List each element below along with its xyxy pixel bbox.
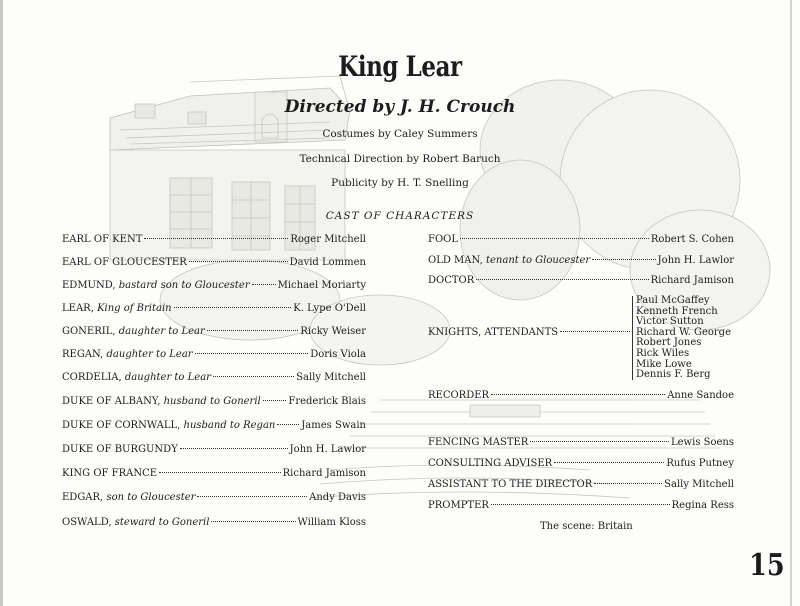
- role-name: FENCING MASTER: [428, 437, 529, 448]
- leader-dots: [277, 424, 299, 425]
- cast-row: [62, 517, 366, 531]
- publicity-credit: Publicity by H. T. Snelling: [331, 177, 469, 189]
- role-name: [62, 517, 209, 528]
- role-name: [428, 255, 590, 266]
- actor-name: K. Lype O'Dell: [293, 303, 366, 314]
- actor-name: John H. Lawlor: [289, 444, 366, 455]
- director-credit: Directed by J. H. Crouch: [284, 97, 516, 117]
- role-name: PROMPTER: [428, 500, 489, 511]
- cast-row: [62, 492, 366, 506]
- actor-name: Sally Mitchell: [664, 479, 734, 490]
- cast-row: [62, 444, 366, 458]
- actor-name: Victor Sutton: [636, 316, 704, 328]
- technical-credit: Technical Direction by Robert Baruch: [299, 153, 501, 165]
- cast-row: [62, 468, 366, 482]
- cast-row: [62, 349, 366, 363]
- cast-row: [428, 255, 734, 269]
- leader-dots: [554, 462, 664, 463]
- actor-name: William Kloss: [297, 517, 366, 528]
- actor-name: Frederick Blais: [288, 396, 366, 407]
- leader-dots: [207, 330, 299, 331]
- role-name: CONSULTING ADVISER: [428, 458, 553, 469]
- actor-name: Andy Davis: [309, 492, 366, 503]
- role-name: [62, 326, 205, 337]
- crew-row: [428, 458, 734, 472]
- actor-name: Sally Mitchell: [296, 372, 366, 383]
- role-title: OSWALD,: [62, 517, 112, 528]
- leader-dots: [560, 331, 630, 332]
- role-description: steward to Goneril: [114, 517, 210, 528]
- role-name: [62, 492, 195, 503]
- leader-dots: [530, 441, 669, 442]
- leader-dots: [174, 307, 292, 308]
- role-name: DUKE OF BURGUNDY: [62, 444, 178, 455]
- leader-dots: [594, 483, 662, 484]
- actor-name: Roger Mitchell: [290, 234, 366, 245]
- role-name: [62, 303, 172, 314]
- role-title: REGAN,: [62, 349, 104, 360]
- actor-name: Lewis Soens: [671, 437, 734, 448]
- actor-name: Doris Viola: [310, 349, 366, 360]
- cast-row: [62, 326, 366, 340]
- role-title: OLD MAN,: [428, 255, 483, 266]
- role-name: [62, 372, 211, 383]
- role-description: bastard son to Gloucester: [118, 280, 250, 291]
- costumes-credit: Costumes by Caley Summers: [322, 128, 478, 140]
- actor-name: Rick Wiles: [636, 347, 690, 359]
- actor-name: Michael Moriarty: [277, 280, 366, 291]
- cast-row: [428, 234, 734, 248]
- role-description: daughter to Lear: [106, 349, 193, 360]
- leader-dots: [195, 353, 309, 354]
- leader-dots: [263, 400, 287, 401]
- role-title: DUKE OF ALBANY,: [62, 396, 161, 407]
- role-name: DOCTOR: [428, 275, 475, 286]
- actor-name: Robert S. Cohen: [650, 234, 734, 245]
- role-description: daughter to Lear: [118, 326, 205, 337]
- role-title: GONERIL,: [62, 326, 116, 337]
- leader-dots: [213, 376, 294, 377]
- actor-name: Mike Lowe: [636, 358, 692, 370]
- role-name: EARL OF GLOUCESTER: [62, 257, 187, 268]
- actor-name: Kenneth French: [636, 305, 718, 317]
- actor-name: Robert Jones: [636, 337, 702, 349]
- role-description: husband to Regan: [183, 420, 276, 431]
- actor-name: John H. Lawlor: [657, 255, 734, 266]
- actor-name: Rufus Putney: [666, 458, 734, 469]
- actor-name: David Lommen: [289, 257, 366, 268]
- leader-dots: [491, 504, 670, 505]
- role-name: RECORDER: [428, 390, 490, 401]
- leader-dots: [189, 261, 288, 262]
- actor-name: Ricky Weiser: [300, 326, 366, 337]
- role-title: DUKE OF CORNWALL,: [62, 420, 181, 431]
- leader-dots: [476, 279, 648, 280]
- role-title: EDMUND,: [62, 280, 116, 291]
- crew-row: [428, 500, 734, 514]
- cast-row: [62, 396, 366, 410]
- actor-name: Dennis F. Berg: [636, 369, 711, 381]
- cast-row: [62, 280, 366, 294]
- role-title: EDGAR,: [62, 492, 104, 503]
- actor-name: Regina Ress: [671, 500, 734, 511]
- actor-name: Richard Jamison: [650, 275, 734, 286]
- leader-dots: [159, 472, 281, 473]
- cast-row: [62, 257, 366, 271]
- leader-dots: [460, 238, 649, 239]
- role-description: son to Gloucester: [106, 492, 196, 503]
- role-name: [62, 280, 250, 291]
- cast-heading: CAST OF CHARACTERS: [325, 210, 475, 222]
- role-title: CORDELIA,: [62, 372, 122, 383]
- scene-note: The scene: Britain: [540, 521, 633, 532]
- cast-row: [428, 390, 734, 404]
- knights-actor-list: [636, 296, 731, 381]
- leader-dots: [592, 259, 655, 260]
- leader-dots: [211, 521, 295, 522]
- actor-name: Richard W. George: [636, 326, 732, 338]
- actor-name: Paul McGaffey: [636, 295, 710, 306]
- role-name: [62, 396, 261, 407]
- role-title: LEAR,: [62, 303, 94, 314]
- role-name: KING OF FRANCE: [62, 468, 158, 479]
- role-description: King of Britain: [97, 303, 172, 314]
- cast-row: [62, 234, 366, 248]
- role-name: EARL OF KENT: [62, 234, 143, 245]
- leader-dots: [197, 496, 307, 497]
- role-name: [62, 349, 193, 360]
- leader-dots: [252, 284, 276, 285]
- role-name: FOOL: [428, 234, 458, 245]
- role-description: tenant to Gloucester: [485, 255, 591, 266]
- role-name: [62, 420, 275, 431]
- cast-row: [428, 327, 632, 341]
- actor-name: Anne Sandoe: [667, 390, 734, 401]
- role-name: ASSISTANT TO THE DIRECTOR: [428, 479, 593, 490]
- actor-name: Richard Jamison: [282, 468, 366, 479]
- cast-row: [62, 303, 366, 317]
- leader-dots: [180, 448, 288, 449]
- crew-row: [428, 479, 734, 493]
- role-name: KNIGHTS, ATTENDANTS: [428, 327, 559, 338]
- page-number: 15: [749, 548, 785, 583]
- leader-dots: [144, 238, 288, 239]
- cast-row: [62, 420, 366, 434]
- play-title: King Lear: [338, 50, 462, 83]
- role-description: husband to Goneril: [163, 396, 261, 407]
- actor-name: James Swain: [301, 420, 366, 431]
- crew-row: [428, 437, 734, 451]
- cast-row: [62, 372, 366, 386]
- leader-dots: [491, 394, 665, 395]
- cast-row: [428, 275, 734, 289]
- role-description: daughter to Lear: [124, 372, 211, 383]
